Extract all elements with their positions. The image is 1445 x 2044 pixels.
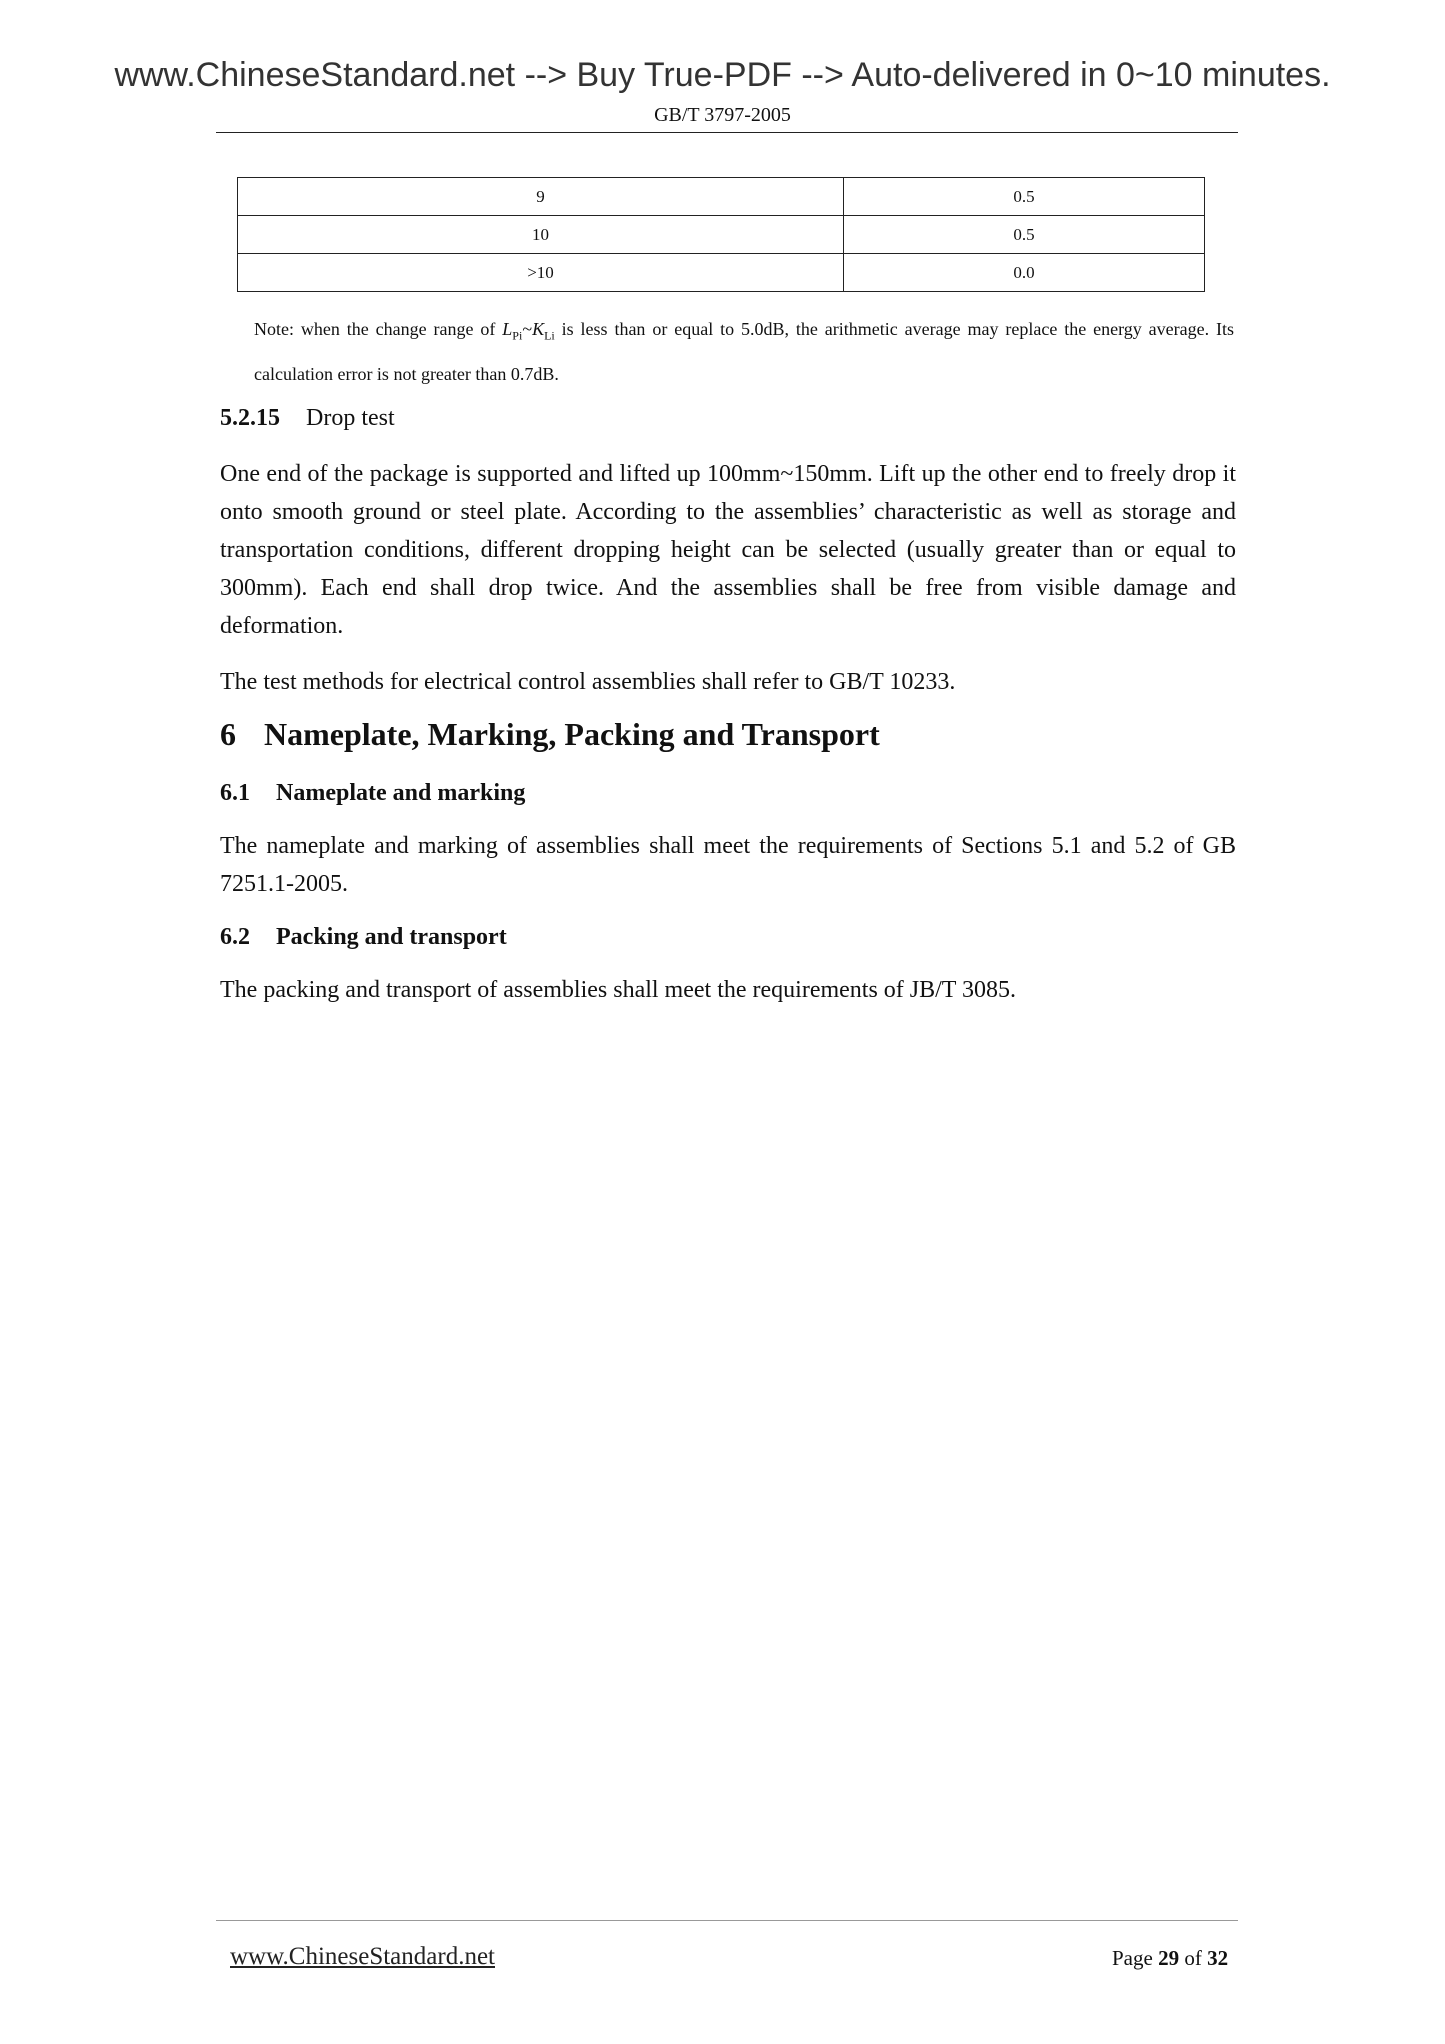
- table-note: [254, 310, 1234, 393]
- section-number: 6: [220, 716, 236, 752]
- section-6-1-heading: [220, 780, 525, 807]
- section-number: 6.1: [220, 780, 250, 806]
- of-label: of: [1184, 1946, 1202, 1970]
- standard-code: GB/T 3797-2005: [654, 104, 791, 126]
- header-divider: [216, 132, 1238, 133]
- note-var-l: L: [502, 319, 513, 339]
- nameplate-paragraph: The nameplate and marking of assemblies shall meet the requirements of Sections 5.1 and 5.2 of GB 7251.1-2005.: [220, 833, 1236, 897]
- page-total: 32: [1207, 1946, 1229, 1970]
- table-cell: >10: [238, 254, 844, 292]
- section-6-heading: [220, 716, 880, 753]
- page-indicator: [1112, 1946, 1228, 1971]
- table-cell: 0.5: [844, 216, 1205, 254]
- section-title: Packing and transport: [276, 924, 507, 950]
- table-cell: 9: [238, 178, 844, 216]
- values-table: [237, 177, 1205, 292]
- note-text-before: Note: when the change range of: [254, 319, 503, 339]
- page-label: Page: [1112, 1946, 1153, 1970]
- table-row: [238, 178, 1205, 216]
- table-cell: 0.5: [844, 178, 1205, 216]
- section-number: 6.2: [220, 924, 250, 950]
- section-title: Nameplate and marking: [276, 780, 526, 806]
- section-6-2-heading: [220, 924, 507, 951]
- packing-paragraph: The packing and transport of assemblies shall meet the requirements of JB/T 3085.: [220, 977, 1017, 1003]
- note-text-after: is less than or equal to 5.0dB, the arithmetic average may replace the energy average. Its calculation error is not greater than 0.7dB.: [254, 319, 1234, 384]
- section-5-2-15-heading: [220, 405, 395, 432]
- drop-test-paragraph: One end of the package is supported and lifted up 100mm~150mm. Lift up the other end to freely drop it onto smooth ground or steel plate. According to the assemblies’ characteristic as well as storage and transportation conditions, different dropping height can be selected (usually greater than or equal to 300mm). Each end shall drop twice. And the assemblies shall be free from visible damage and deformation.: [220, 461, 1236, 639]
- section-title: Nameplate, Marking, Packing and Transport: [264, 716, 880, 752]
- section-number: 5.2.15: [220, 405, 280, 431]
- footer-website-link[interactable]: www.ChineseStandard.net: [230, 1943, 495, 1970]
- page-current: 29: [1158, 1946, 1180, 1970]
- table-cell: 10: [238, 216, 844, 254]
- note-sub-li: Li: [544, 328, 555, 343]
- note-var-k: K: [532, 319, 545, 339]
- table-cell: 0.0: [844, 254, 1205, 292]
- table-row: [238, 216, 1205, 254]
- footer-divider: [216, 1920, 1238, 1921]
- section-title: Drop test: [306, 405, 395, 431]
- note-tilde: ~: [522, 319, 533, 339]
- note-sub-pi: Pi: [512, 328, 523, 343]
- table-row: [238, 254, 1205, 292]
- test-methods-paragraph: The test methods for electrical control assemblies shall refer to GB/T 10233.: [220, 669, 956, 695]
- site-banner: www.ChineseStandard.net --> Buy True-PDF --> Auto-delivered in 0~10 minutes.: [114, 56, 1331, 94]
